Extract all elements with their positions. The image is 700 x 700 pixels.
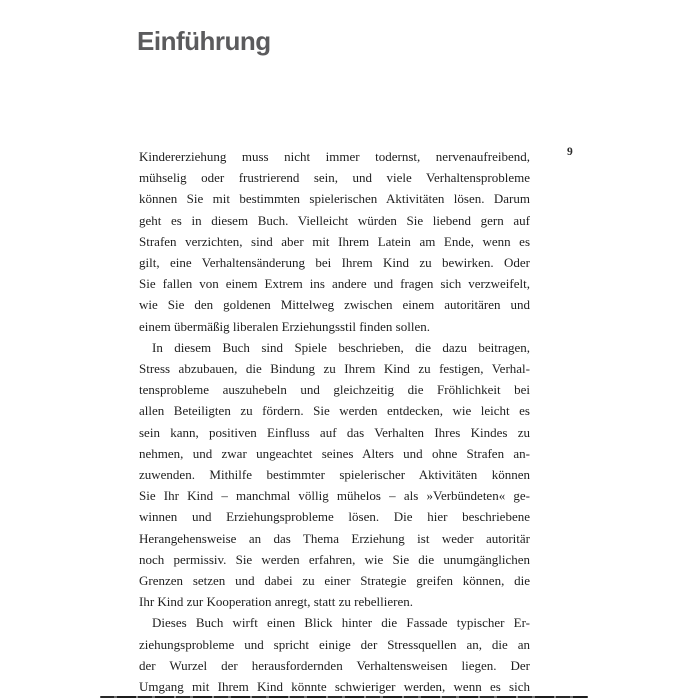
text-line: tensprobleme auszuhebeln und gleichzeitig die Fröhlichkeit bei xyxy=(139,382,530,398)
text-line: Strafen verzichten, sind aber mit Ihrem Latein am Ende, wenn es xyxy=(139,233,530,249)
text-line: allen Beteiligten zu fördern. Sie werden entdecken, wie leicht es xyxy=(139,403,530,419)
text-line: Grenzen setzen und dabei zu einer Strategie greifen können, die xyxy=(139,573,530,589)
text-line: können Sie mit bestimmten spielerischen Aktivitäten lösen. Darum xyxy=(139,191,530,207)
text-line: In diesem Buch sind Spiele beschrieben, die dazu beitragen, xyxy=(152,339,530,355)
text-line: zuwenden. Mithilfe bestimmter spielerischer Aktivitäten können xyxy=(139,467,530,483)
text-line: wie Sie den goldenen Mittelweg zwischen einem autoritären und xyxy=(139,297,530,313)
text-line: Ihr Kind zur Kooperation anregt, statt zu rebellieren. xyxy=(139,594,413,610)
text-line: sein kann, positiven Einfluss auf das Verhalten Ihres Kindes zu xyxy=(139,424,530,440)
paragraph xyxy=(139,612,530,697)
page-bottom-cutoff-line xyxy=(100,696,588,698)
chapter-heading: Einführung xyxy=(137,26,271,57)
text-line: Sie Ihr Kind – manchmal völlig mühelos – als »Verbündeten« ge- xyxy=(139,488,530,504)
text-line: mühselig oder frustrierend sein, und viele Verhaltensprobleme xyxy=(139,170,530,186)
text-line: Dieses Buch wirft einen Blick hinter die Fassade typischer Er- xyxy=(152,615,530,631)
text-line: nehmen, und zwar ungeachtet seines Alters und ohne Strafen an- xyxy=(139,445,530,461)
text-line: der Wurzel der herausfordernden Verhaltensweisen liegen. Der xyxy=(139,657,530,673)
text-column xyxy=(139,146,530,697)
text-line: gilt, eine Verhaltensänderung bei Ihrem Kind zu bewirken. Oder xyxy=(139,255,530,271)
text-line: Umgang mit Ihrem Kind könnte schwieriger werden, wenn es sich xyxy=(139,679,530,695)
paragraph xyxy=(139,337,530,613)
text-line: Herangehensweise an das Thema Erziehung ist weder autoritär xyxy=(139,530,530,546)
text-line: ziehungsprobleme und spricht einige der Stressquellen an, die an xyxy=(139,636,530,652)
text-line: geht es in diesem Buch. Vielleicht würden Sie liebend gern auf xyxy=(139,212,530,228)
text-line: Sie fallen von einem Extrem ins andere und fragen sich verzweifelt, xyxy=(139,276,530,292)
paragraph xyxy=(139,146,530,337)
text-line: Stress abzubauen, die Bindung zu Ihrem Kind zu festigen, Verhal- xyxy=(139,361,530,377)
text-line: einem übermäßig liberalen Erziehungsstil finden sollen. xyxy=(139,318,430,334)
text-line: noch permissiv. Sie werden erfahren, wie Sie die unumgänglichen xyxy=(139,551,530,567)
text-line: Kindererziehung muss nicht immer todernst, nervenaufreibend, xyxy=(139,149,530,164)
text-line: winnen und Erziehungsprobleme lösen. Die hier beschriebene xyxy=(139,509,530,525)
page-number: 9 xyxy=(567,146,573,158)
